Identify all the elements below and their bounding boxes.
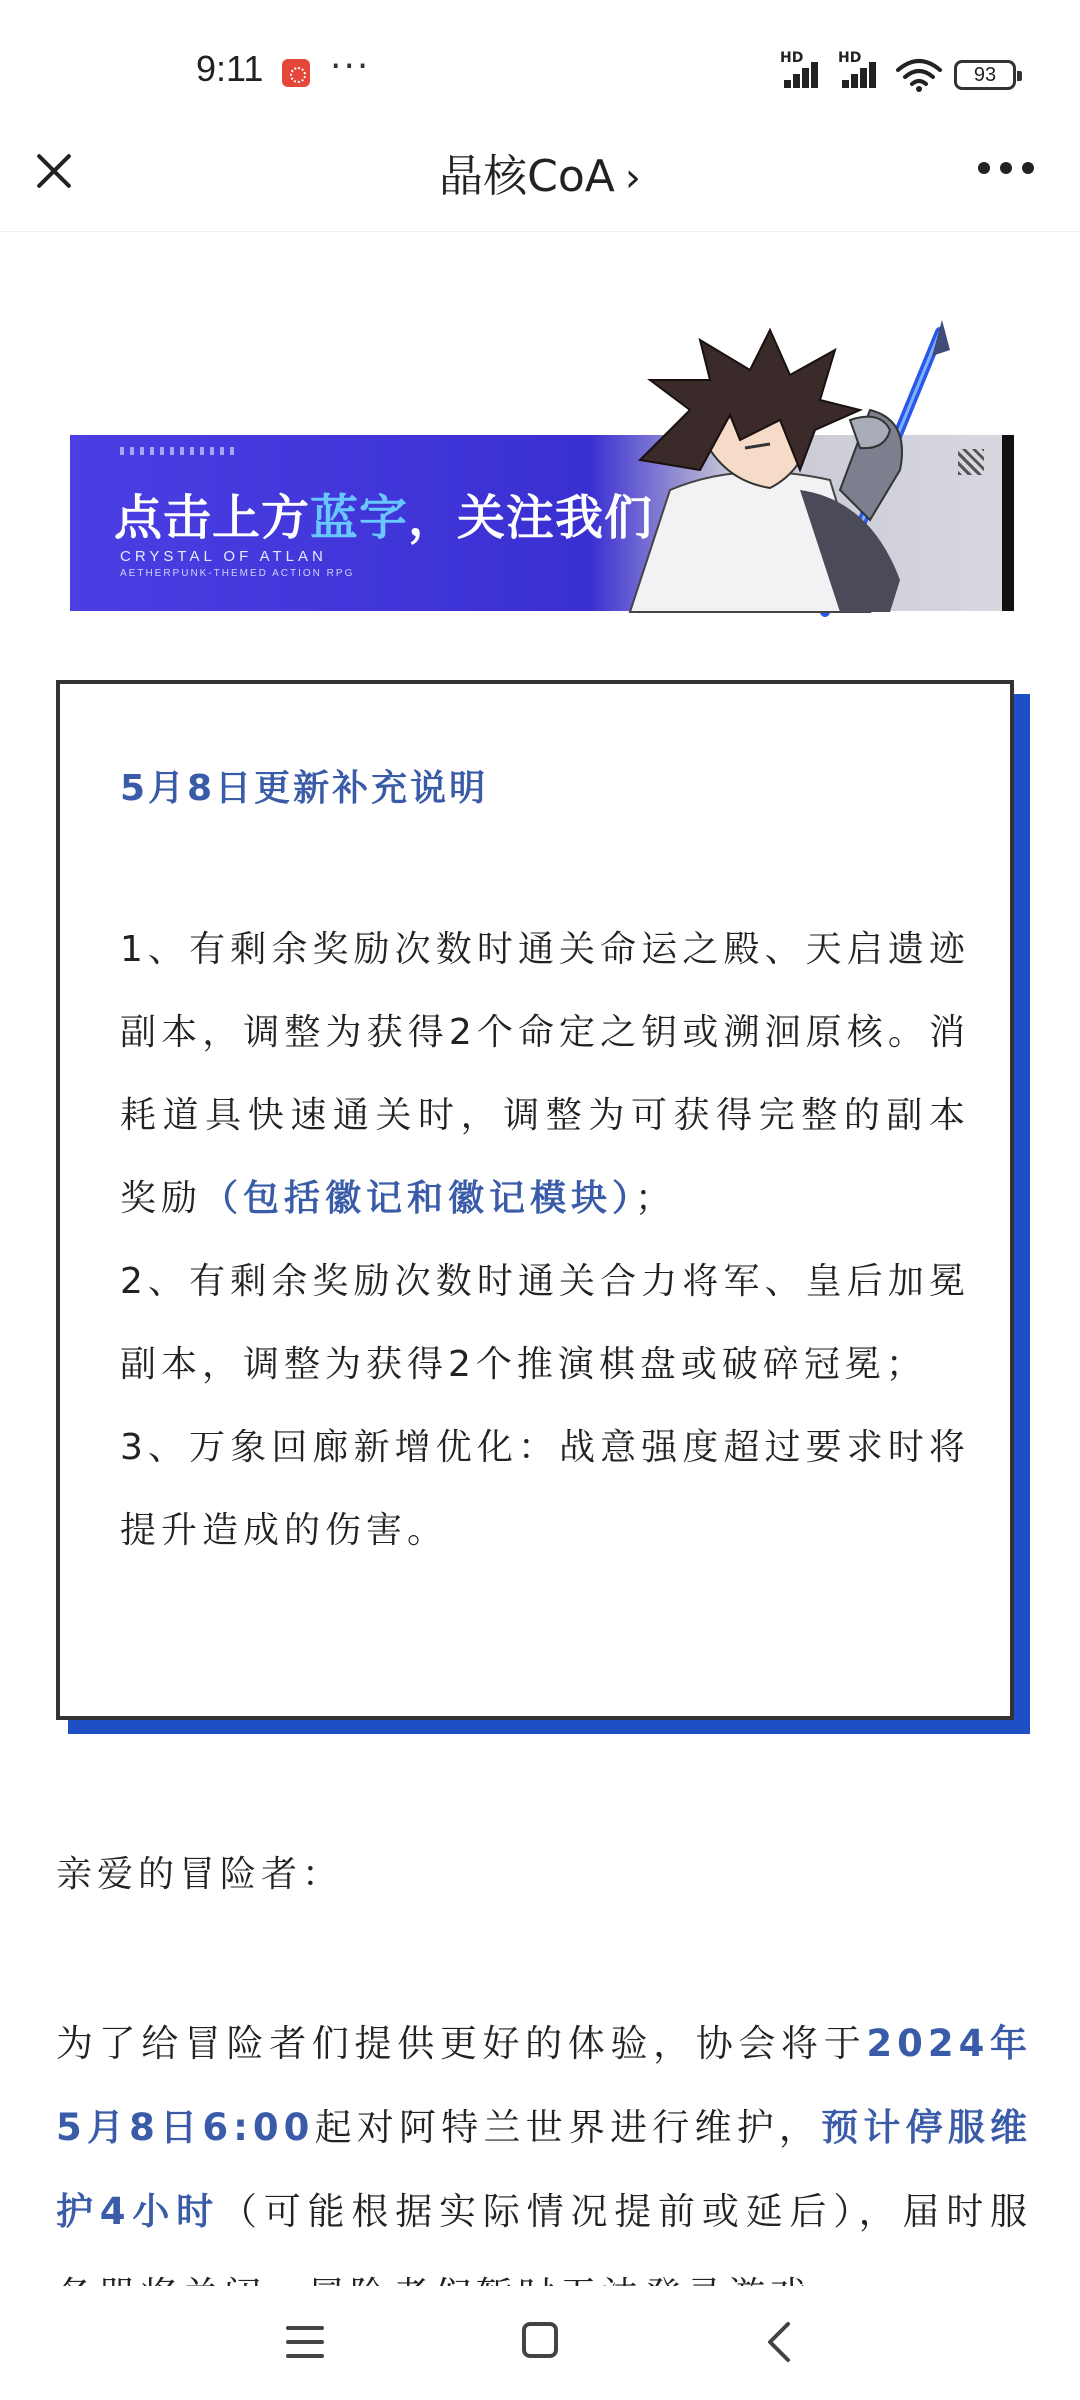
chevron-right-icon: › <box>624 155 641 201</box>
notice-body <box>120 908 970 1572</box>
banner-headline: 点击上方蓝字，关注我们 <box>114 490 654 546</box>
notice-title: 5月8日更新补充说明 <box>120 768 489 809</box>
home-icon[interactable] <box>522 2322 558 2358</box>
wifi-icon <box>896 58 942 92</box>
status-bar: 9:11 ··· HD HD 93 <box>0 0 1080 140</box>
character-illustration <box>570 320 990 612</box>
back-icon[interactable] <box>762 2322 798 2362</box>
banner-tagline: AETHERPUNK-THEMED ACTION RPG <box>120 568 355 579</box>
status-time: 9:11 <box>196 48 264 89</box>
notice-item-3: 3、万象回廊新增优化：战意强度超过要求时将提升造成的伤害。 <box>120 1427 970 1551</box>
notice-item-1: 1、有剩余奖励次数时通关命运之殿、天启遗迹副本，调整为获得2个命定之钥或溯洄原核。消耗道具快速通关时，调整为可获得完整的副本奖励（包括徽记和徽记模块）； <box>120 929 970 1219</box>
menu-icon[interactable] <box>286 2326 324 2358</box>
maintenance-paragraph: 为了给冒险者们提供更好的体验，协会将于2024年5月8日6:00起对阿特兰世界进行维护，预计停服维护4小时（可能根据实际情况提前或延后），届时服 <box>56 2022 1033 2233</box>
update-notice-box <box>56 680 1014 1720</box>
system-nav-bar <box>0 2286 1080 2400</box>
more-notifications-icon: ··· <box>330 46 371 87</box>
battery-icon: 93 <box>954 60 1016 90</box>
account-title-link[interactable] <box>0 140 1080 204</box>
top-nav-bar <box>0 120 1080 232</box>
banner-game-name: CRYSTAL OF ATLAN <box>120 548 327 565</box>
app-notification-icon <box>282 59 310 87</box>
follow-banner[interactable] <box>70 320 1014 612</box>
more-icon[interactable] <box>978 162 1034 182</box>
notice-item-2: 2、有剩余奖励次数时通关合力将军、皇后加冕副本，调整为获得2个推演棋盘或破碎冠冕； <box>120 1261 970 1385</box>
greeting-text: 亲爱的冒险者： <box>56 1854 344 1895</box>
article-viewport <box>0 1800 1080 2286</box>
page-title: 晶核CoA <box>439 151 615 202</box>
